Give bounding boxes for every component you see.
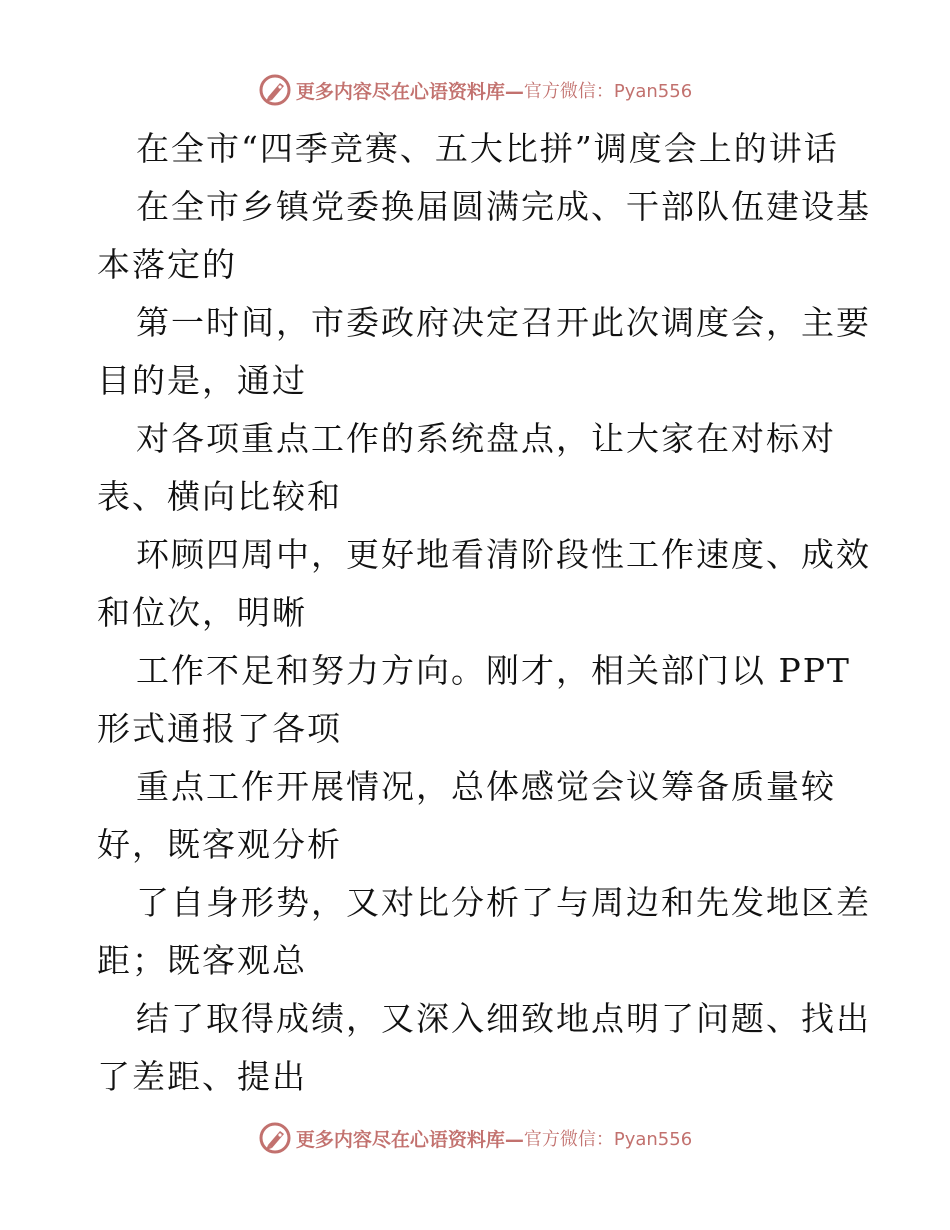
text-line: 了差距、提出 bbox=[97, 1057, 307, 1096]
text-line: 表、横向比较和 bbox=[97, 477, 342, 516]
text-line: 了自身形势，又对比分析了与周边和先发地区差 bbox=[136, 883, 871, 922]
pen-nib-seal-icon bbox=[258, 1121, 292, 1155]
text-line: 环顾四周中，更好地看清阶段性工作速度、成效 bbox=[136, 535, 871, 574]
pen-nib-seal-icon bbox=[258, 73, 292, 107]
text-line: 结了取得成绩，又深入细致地点明了问题、找出 bbox=[136, 999, 871, 1038]
watermark-main-text: 更多内容尽在心语资料库— bbox=[295, 80, 524, 103]
text-line: 本落定的 bbox=[97, 245, 237, 284]
text-line: 重点工作开展情况，总体感觉会议筹备质量较 bbox=[136, 767, 836, 806]
watermark-main-text: 更多内容尽在心语资料库— bbox=[295, 1128, 524, 1151]
text-line: 好，既客观分析 bbox=[97, 825, 342, 864]
text-line: 对各项重点工作的系统盘点，让大家在对标对 bbox=[136, 419, 836, 458]
watermark-wechat-text: 官方微信：Pyan556 bbox=[523, 81, 693, 102]
text-line: 第一时间，市委政府决定召开此次调度会，主要 bbox=[136, 303, 871, 342]
text-line: 目的是，通过 bbox=[97, 361, 307, 400]
header-watermark bbox=[0, 70, 950, 110]
document-body bbox=[97, 120, 871, 1106]
footer-watermark bbox=[0, 1118, 950, 1158]
text-line: 在全市“四季竞赛、五大比拼”调度会上的讲话 bbox=[136, 129, 839, 168]
text-line: 和位次，明晰 bbox=[97, 593, 307, 632]
text-line: 在全市乡镇党委换届圆满完成、干部队伍建设基 bbox=[136, 187, 871, 226]
text-line: 工作不足和努力方向。刚才，相关部门以 PPT bbox=[136, 651, 851, 690]
text-line: 形式通报了各项 bbox=[97, 709, 342, 748]
text-line: 距；既客观总 bbox=[97, 941, 307, 980]
watermark-wechat-text: 官方微信：Pyan556 bbox=[523, 1129, 693, 1150]
